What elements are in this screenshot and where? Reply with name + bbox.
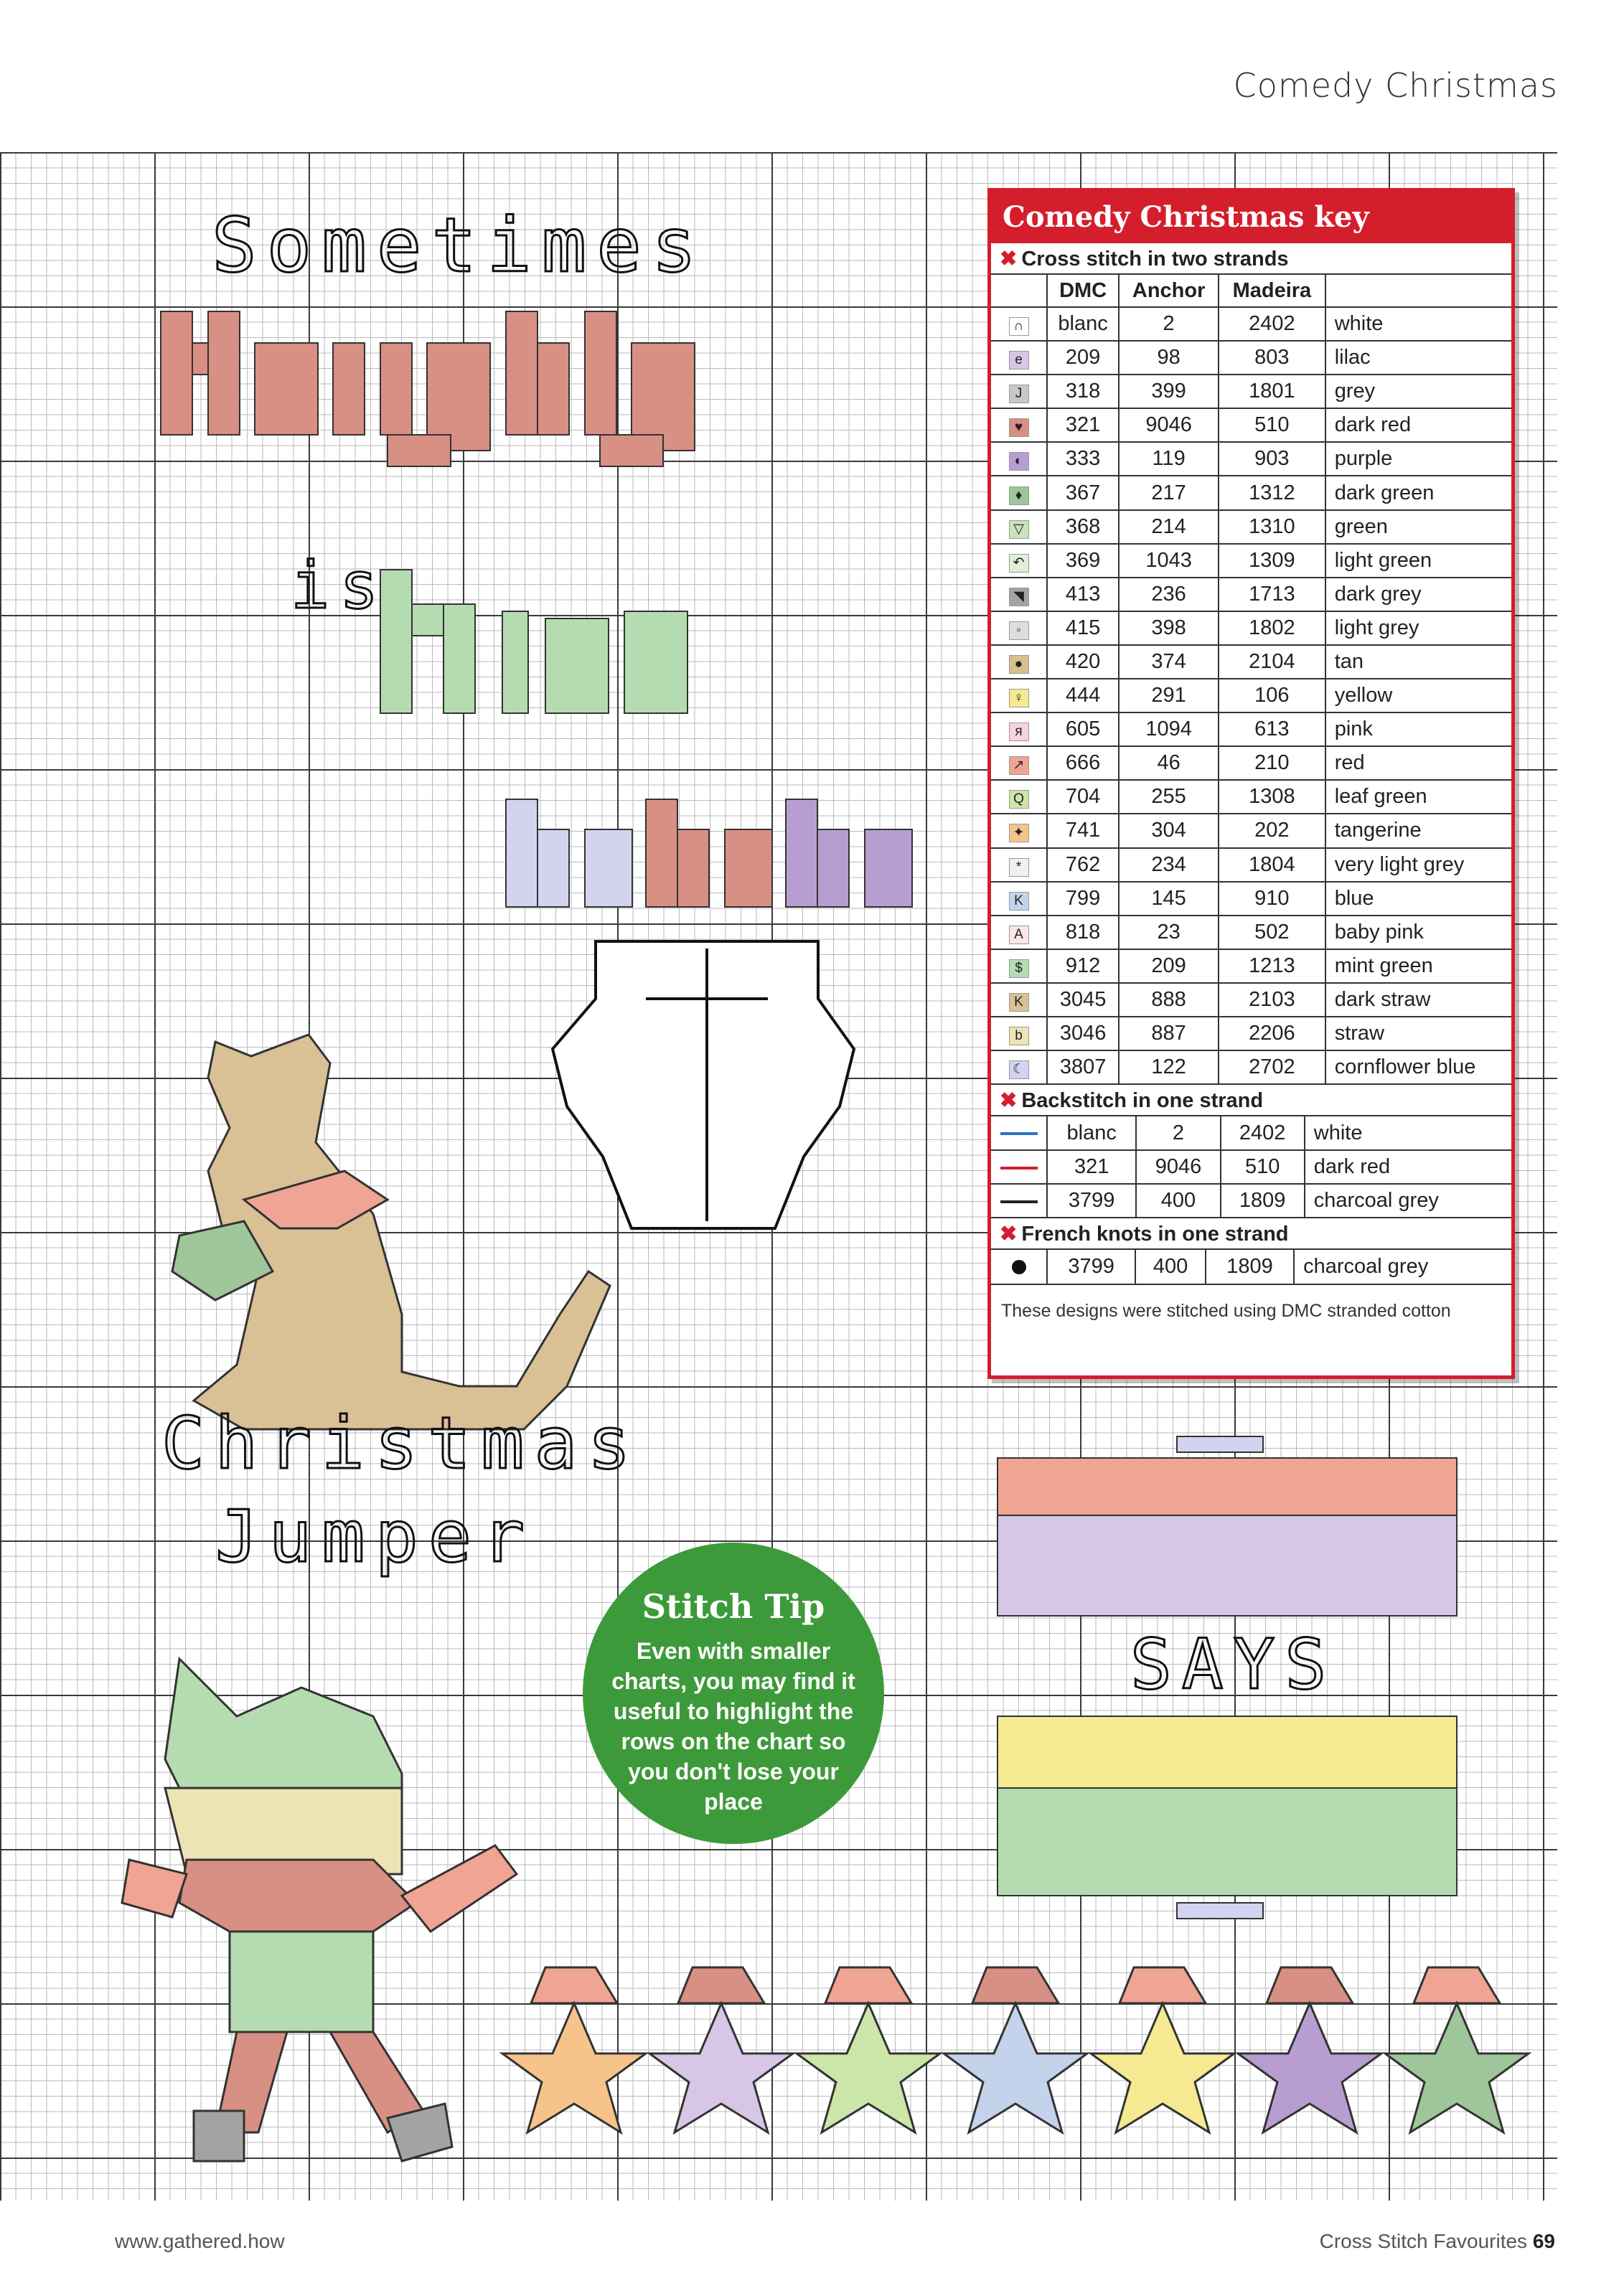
dmc-cell: 3799 — [1047, 1184, 1136, 1218]
dmc-cell: blanc — [1047, 1116, 1136, 1150]
madeira-cell: 202 — [1219, 814, 1325, 847]
thread-swatch-icon: ↶ — [1009, 554, 1029, 573]
madeira-cell: 1804 — [1219, 848, 1325, 882]
anchor-cell: 9046 — [1119, 408, 1219, 442]
text-is: is — [291, 548, 389, 624]
french-knots-heading-label: French knots in one strand — [1021, 1223, 1289, 1246]
dmc-cell: 413 — [1047, 578, 1119, 611]
madeira-cell: 502 — [1219, 916, 1325, 949]
backstitch-line-icon — [1000, 1132, 1038, 1135]
madeira-cell: 910 — [1219, 882, 1325, 916]
dmc-cell: 333 — [1047, 442, 1119, 476]
madeira-cell: 2402 — [1219, 307, 1325, 341]
colour-name-cell: yellow — [1325, 679, 1511, 712]
symbol-cell — [991, 611, 1047, 645]
symbol-cell — [991, 1250, 1047, 1284]
madeira-cell: 510 — [1221, 1150, 1305, 1184]
colour-name-cell: baby pink — [1325, 916, 1511, 949]
madeira-cell: 2206 — [1219, 1017, 1325, 1050]
anchor-cell: 2 — [1136, 1116, 1220, 1150]
symbol-cell — [991, 408, 1047, 442]
dmc-cell: 321 — [1047, 408, 1119, 442]
footer-publication — [1320, 2230, 1555, 2253]
col-anchor: Anchor — [1119, 275, 1219, 307]
footer-url: www.gathered.how — [115, 2230, 285, 2252]
section-title: Comedy Christmas — [1233, 66, 1558, 105]
cross-stitch-row — [991, 341, 1511, 375]
madeira-cell: 1809 — [1206, 1250, 1294, 1284]
dmc-cell: 369 — [1047, 544, 1119, 578]
symbol-cell — [991, 307, 1047, 341]
madeira-cell: 210 — [1219, 746, 1325, 780]
publication-name: Cross Stitch Favourites — [1319, 2230, 1528, 2252]
star-elf-3 — [797, 1967, 940, 2132]
madeira-cell: 803 — [1219, 341, 1325, 375]
anchor-cell: 236 — [1119, 578, 1219, 611]
anchor-cell: 46 — [1119, 746, 1219, 780]
symbol-cell — [991, 442, 1047, 476]
text-says: SAYS — [1130, 1624, 1337, 1705]
anchor-cell: 1094 — [1119, 712, 1219, 746]
cross-stitch-row — [991, 307, 1511, 341]
anchor-cell: 887 — [1119, 1017, 1219, 1050]
symbol-cell — [991, 341, 1047, 375]
thread-swatch-icon: я — [1009, 723, 1029, 741]
cross-stitch-row — [991, 544, 1511, 578]
symbol-cell — [991, 949, 1047, 983]
madeira-cell: 2104 — [1219, 645, 1325, 679]
dmc-cell: 420 — [1047, 645, 1119, 679]
symbol-cell — [991, 544, 1047, 578]
madeira-cell: 1310 — [1219, 510, 1325, 544]
thread-swatch-icon: ↗ — [1009, 756, 1029, 775]
cross-stitch-row — [991, 949, 1511, 983]
thread-swatch-icon: ◥ — [1009, 588, 1029, 606]
cross-icon: ✖ — [1000, 1223, 1018, 1246]
haha-motif — [506, 799, 912, 907]
colour-name-cell: light green — [1325, 544, 1511, 578]
colour-name-cell: very light grey — [1325, 848, 1511, 882]
colour-name-cell: tan — [1325, 645, 1511, 679]
anchor-cell: 209 — [1119, 949, 1219, 983]
symbol-cell — [991, 1017, 1047, 1050]
colour-name-cell: red — [1325, 746, 1511, 780]
dmc-cell: 3046 — [1047, 1017, 1119, 1050]
dmc-cell: 666 — [1047, 746, 1119, 780]
anchor-cell: 119 — [1119, 442, 1219, 476]
star-elf-7 — [1385, 1967, 1529, 2132]
symbol-cell — [991, 1050, 1047, 1084]
cross-stitch-table — [991, 275, 1511, 1085]
thread-swatch-icon: ◦ — [1009, 621, 1029, 640]
anchor-cell: 2 — [1119, 307, 1219, 341]
stitch-tip-title: Stitch Tip — [642, 1587, 825, 1626]
backstitch-heading — [991, 1085, 1511, 1116]
thread-swatch-icon: K — [1009, 993, 1029, 1012]
thread-swatch-icon: e — [1009, 351, 1029, 370]
dmc-cell: 741 — [1047, 814, 1119, 847]
colour-name-cell: charcoal grey — [1305, 1184, 1511, 1218]
madeira-cell: 1801 — [1219, 375, 1325, 408]
thread-swatch-icon: Q — [1009, 790, 1029, 809]
symbol-cell — [991, 578, 1047, 611]
anchor-cell: 98 — [1119, 341, 1219, 375]
anchor-cell: 122 — [1119, 1050, 1219, 1084]
symbol-cell — [991, 780, 1047, 814]
thread-swatch-icon: ● — [1009, 655, 1029, 674]
bauble-outline — [553, 941, 854, 1228]
backstitch-table — [991, 1116, 1511, 1218]
colour-name-cell: white — [1305, 1116, 1511, 1150]
cross-stitch-row — [991, 746, 1511, 780]
backstitch-row — [991, 1184, 1511, 1218]
star-elf-1 — [502, 1967, 646, 2132]
thread-swatch-icon: K — [1009, 892, 1029, 911]
symbol-cell — [991, 1150, 1047, 1184]
star-elf-6 — [1238, 1967, 1381, 2132]
cross-stitch-row — [991, 780, 1511, 814]
cross-stitch-row — [991, 882, 1511, 916]
colour-name-cell: tangerine — [1325, 814, 1511, 847]
dmc-cell: 321 — [1047, 1150, 1136, 1184]
text-sometimes: Sometimes — [212, 202, 707, 289]
cross-stitch-heading — [991, 243, 1511, 275]
colour-name-cell: blue — [1325, 882, 1511, 916]
col-madeira: Madeira — [1219, 275, 1325, 307]
cross-stitch-row — [991, 408, 1511, 442]
symbol-cell — [991, 510, 1047, 544]
cross-stitch-row — [991, 476, 1511, 509]
madeira-cell: 1308 — [1219, 780, 1325, 814]
dmc-cell: 367 — [1047, 476, 1119, 509]
thread-swatch-icon: $ — [1009, 959, 1029, 978]
thread-swatch-icon: b — [1009, 1027, 1029, 1045]
cross-stitch-row — [991, 679, 1511, 712]
symbol-cell — [991, 746, 1047, 780]
madeira-cell: 1809 — [1221, 1184, 1305, 1218]
colour-name-cell: grey — [1325, 375, 1511, 408]
stitch-tip-body: Even with smaller charts, you may find it useful to highlight the rows on the chart so you don't lose your place — [611, 1638, 855, 1815]
key-header-row — [991, 275, 1511, 307]
star-elves-row — [502, 1967, 1529, 2132]
cross-stitch-row — [991, 814, 1511, 847]
anchor-cell: 217 — [1119, 476, 1219, 509]
symbol-cell — [991, 848, 1047, 882]
dmc-cell: 3045 — [1047, 983, 1119, 1017]
thread-swatch-icon: ♦ — [1009, 486, 1029, 505]
colour-name-cell: dark green — [1325, 476, 1511, 509]
stitch-tip — [583, 1543, 884, 1844]
dmc-cell: 704 — [1047, 780, 1119, 814]
colour-name-cell: pink — [1325, 712, 1511, 746]
anchor-cell: 400 — [1135, 1250, 1206, 1284]
colour-name-cell: green — [1325, 510, 1511, 544]
thread-swatch-icon: J — [1009, 385, 1029, 403]
anchor-cell: 9046 — [1136, 1150, 1220, 1184]
dmc-cell: 3807 — [1047, 1050, 1119, 1084]
colour-name-cell: mint green — [1325, 949, 1511, 983]
cross-stitch-row — [991, 1017, 1511, 1050]
colour-name-cell: dark grey — [1325, 578, 1511, 611]
symbol-cell — [991, 814, 1047, 847]
backstitch-row — [991, 1150, 1511, 1184]
thread-swatch-icon: ♥ — [1009, 418, 1029, 437]
thread-swatch-icon: A — [1009, 926, 1029, 944]
cross-stitch-row — [991, 1050, 1511, 1084]
cross-stitch-row — [991, 848, 1511, 882]
thread-swatch-icon: * — [1009, 858, 1029, 877]
french-knots-heading — [991, 1218, 1511, 1250]
symbol-cell — [991, 1184, 1047, 1218]
cross-stitch-row — [991, 442, 1511, 476]
madeira-cell: 2402 — [1221, 1116, 1305, 1150]
col-dmc: DMC — [1047, 275, 1119, 307]
symbol-cell — [991, 476, 1047, 509]
cross-stitch-row — [991, 611, 1511, 645]
thread-swatch-icon: ▽ — [1009, 520, 1029, 539]
colour-name-cell: lilac — [1325, 341, 1511, 375]
anchor-cell: 214 — [1119, 510, 1219, 544]
cross-stitch-row — [991, 510, 1511, 544]
colour-name-cell: dark straw — [1325, 983, 1511, 1017]
page-number: 69 — [1532, 2230, 1555, 2252]
dmc-cell: 3799 — [1047, 1250, 1135, 1284]
dmc-cell: 209 — [1047, 341, 1119, 375]
key-note: These designs were stitched using DMC stranded cotton — [1001, 1300, 1451, 1321]
star-elf-4 — [944, 1967, 1087, 2132]
french-knot-dot-icon — [1012, 1260, 1026, 1274]
colour-name-cell: light grey — [1325, 611, 1511, 645]
anchor-cell: 374 — [1119, 645, 1219, 679]
colour-name-cell: white — [1325, 307, 1511, 341]
dmc-cell: 762 — [1047, 848, 1119, 882]
anchor-cell: 888 — [1119, 983, 1219, 1017]
symbol-cell — [991, 679, 1047, 712]
french-knot-row — [991, 1250, 1511, 1284]
anchor-cell: 398 — [1119, 611, 1219, 645]
dmc-cell: 415 — [1047, 611, 1119, 645]
anchor-cell: 23 — [1119, 916, 1219, 949]
kangaroo-motif — [172, 1035, 610, 1429]
cross-stitch-row — [991, 645, 1511, 679]
cross-icon: ✖ — [1000, 248, 1018, 270]
backstitch-line-icon — [1000, 1167, 1038, 1170]
star-elf-2 — [649, 1967, 793, 2132]
thread-swatch-icon: ✦ — [1009, 824, 1029, 842]
key-title: Comedy Christmas key — [991, 192, 1511, 243]
thread-swatch-icon: ◐ — [1009, 452, 1029, 471]
madeira-cell: 903 — [1219, 442, 1325, 476]
cross-stitch-row — [991, 983, 1511, 1017]
madeira-cell: 613 — [1219, 712, 1325, 746]
dmc-cell: 605 — [1047, 712, 1119, 746]
cross-icon: ✖ — [1000, 1089, 1018, 1113]
madeira-cell: 2702 — [1219, 1050, 1325, 1084]
cross-stitch-row — [991, 916, 1511, 949]
madeira-cell: 106 — [1219, 679, 1325, 712]
cross-stitch-row — [991, 712, 1511, 746]
anchor-cell: 234 — [1119, 848, 1219, 882]
dmc-cell: 368 — [1047, 510, 1119, 544]
anchor-cell: 1043 — [1119, 544, 1219, 578]
anchor-cell: 145 — [1119, 882, 1219, 916]
thread-swatch-icon: ♀ — [1009, 689, 1029, 707]
colour-name-cell: leaf green — [1325, 780, 1511, 814]
colour-name-cell: cornflower blue — [1325, 1050, 1511, 1084]
colour-name-cell: charcoal grey — [1294, 1250, 1511, 1284]
backstitch-line-icon — [1000, 1200, 1038, 1203]
symbol-cell — [991, 983, 1047, 1017]
anchor-cell: 399 — [1119, 375, 1219, 408]
symbol-cell — [991, 916, 1047, 949]
text-jumper: Jumper — [215, 1495, 535, 1578]
madeira-cell: 2103 — [1219, 983, 1325, 1017]
cross-stitch-row — [991, 375, 1511, 408]
madeira-cell: 510 — [1219, 408, 1325, 442]
colour-name-cell: dark red — [1325, 408, 1511, 442]
backstitch-heading-label: Backstitch in one strand — [1021, 1089, 1264, 1113]
anchor-cell: 304 — [1119, 814, 1219, 847]
symbol-cell — [991, 712, 1047, 746]
thread-swatch-icon: ∩ — [1009, 317, 1029, 336]
cross-stitch-row — [991, 578, 1511, 611]
elf-motif — [122, 1659, 517, 2161]
thread-swatch-icon: ☾ — [1009, 1060, 1029, 1079]
madeira-cell: 1713 — [1219, 578, 1325, 611]
cross-stitch-heading-label: Cross stitch in two strands — [1021, 248, 1289, 270]
naughty-motif — [161, 311, 695, 466]
text-christmas: Christmas — [161, 1401, 641, 1485]
col-name — [1325, 275, 1511, 307]
symbol-cell — [991, 882, 1047, 916]
madeira-cell: 1309 — [1219, 544, 1325, 578]
star-elf-5 — [1091, 1967, 1234, 2132]
colour-name-cell: purple — [1325, 442, 1511, 476]
madeira-cell: 1802 — [1219, 611, 1325, 645]
symbol-cell — [991, 1116, 1047, 1150]
symbol-cell — [991, 645, 1047, 679]
anchor-cell: 291 — [1119, 679, 1219, 712]
dmc-cell: 912 — [1047, 949, 1119, 983]
col-symbol — [991, 275, 1047, 307]
madeira-cell: 1213 — [1219, 949, 1325, 983]
colour-name-cell: dark red — [1305, 1150, 1511, 1184]
dmc-cell: blanc — [1047, 307, 1119, 341]
colour-name-cell: straw — [1325, 1017, 1511, 1050]
anchor-cell: 255 — [1119, 780, 1219, 814]
dmc-cell: 444 — [1047, 679, 1119, 712]
backstitch-row — [991, 1116, 1511, 1150]
dmc-cell: 318 — [1047, 375, 1119, 408]
nice-motif — [380, 570, 687, 713]
anchor-cell: 400 — [1136, 1184, 1220, 1218]
symbol-cell — [991, 375, 1047, 408]
dmc-cell: 799 — [1047, 882, 1119, 916]
dmc-cell: 818 — [1047, 916, 1119, 949]
chart-key — [987, 188, 1515, 1379]
madeira-cell: 1312 — [1219, 476, 1325, 509]
french-knots-table — [991, 1250, 1511, 1284]
